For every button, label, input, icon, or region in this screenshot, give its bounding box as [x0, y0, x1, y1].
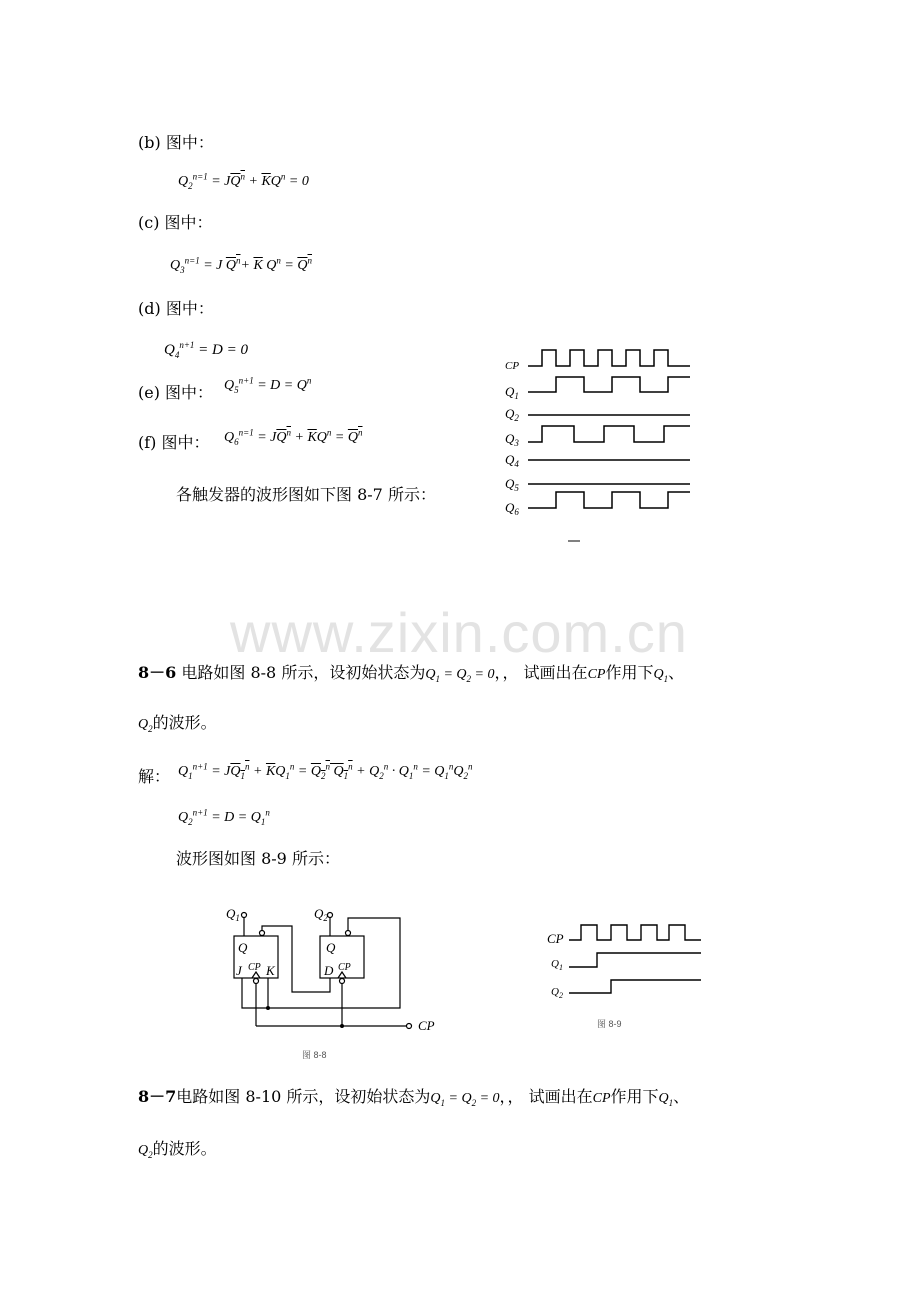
label89-cp: CP — [547, 931, 564, 946]
wave-cp — [528, 350, 690, 366]
ff1-k-label: K — [266, 963, 275, 978]
watermark: www.zixin.com.cn — [230, 601, 688, 664]
figure-8-9-waveforms — [545, 915, 705, 1030]
figure-8-9-caption: 图 8-9 — [597, 1019, 622, 1029]
item-f-equation: $Q_6^{n=1} = JQ^n + \overline{K}Q^n = Q^n$ — [224, 427, 363, 447]
figure-8-7-waveforms — [500, 340, 700, 550]
wave89-cp — [569, 925, 701, 940]
item-e-label: (e) 图中： — [138, 383, 214, 402]
label-q1: $Q_1$ — [505, 384, 519, 401]
label-cp: CP — [505, 360, 520, 372]
item-c-label: (c) 图中： — [138, 213, 213, 232]
item-c-equation: $Q_3^{n=1} = J$ $Q^n+ \overline{K}$ $Q^n = Q^n$ — [170, 255, 312, 275]
wave89-q2 — [569, 980, 701, 993]
figure-8-8-caption: 图 8-8 — [302, 1050, 327, 1060]
label-q1-top: $Q_1$ — [226, 906, 240, 923]
label-q2: $Q_2$ — [505, 406, 519, 423]
solution-eq-q1: $Q_1^{n+1} = JQ_1^n + \overline{K}Q_1^n = Q_2^n$ $Q_1^n + Q_2^n \cdot Q_1^n = Q_1^nQ_2^n$ — [178, 761, 473, 781]
label89-q2: $Q_2$ — [551, 986, 563, 1000]
label-q3: $Q_3$ — [505, 431, 519, 448]
ff1-j-label: J — [236, 963, 242, 978]
label-q5: $Q_5$ — [505, 476, 519, 493]
label89-q1: $Q_1$ — [551, 958, 563, 972]
waveform-line: 波形图如图 8-9 所示： — [176, 849, 340, 868]
solution-eq-q2: $Q_2^{n+1} = D = Q_1^n$ — [178, 807, 270, 827]
item-f-label: (f) 图中： — [138, 433, 210, 452]
item-d-equation: $Q_4^{n+1} = D = 0$ — [164, 340, 248, 360]
item-b-label: (b) 图中： — [138, 133, 214, 152]
ff2-q-label: Q — [326, 940, 336, 955]
wave89-q1 — [569, 953, 701, 967]
problem-number: 8－6 — [138, 663, 177, 682]
wave-q6 — [528, 492, 690, 508]
ff2-cp-label: CP — [338, 962, 351, 973]
wave-q1 — [528, 377, 690, 392]
waveform-caption: 各触发器的波形图如下图 8-7 所示： — [176, 485, 436, 504]
problem-8-7-statement: 8－7电路如图 8-10 所示，设初始状态为$Q_1 = Q_2 = 0$，， 试画出在CP作用下$Q_1$、 — [138, 1087, 690, 1108]
solution-label: 解： — [138, 767, 171, 786]
initial-condition: $Q_1 = Q_2 = 0$ — [425, 667, 495, 684]
ff1-q-label: Q — [238, 940, 248, 955]
item-e-equation: $Q_5^{n+1} = D = Q^n$ — [224, 375, 312, 395]
wave-q3 — [528, 426, 690, 442]
label-q6: $Q_6$ — [505, 500, 519, 517]
problem-8-6-statement: 8－6 电路如图 8-8 所示，设初始状态为$Q_1 = Q_2 = 0$，， 试画出在CP作用下$Q_1$、 — [138, 663, 685, 684]
label-q2-top: $Q_2$ — [314, 906, 328, 923]
item-b-equation: $Q_2^{n=1} = JQ^n + \overline{K}Q^n = 0$ — [178, 171, 309, 191]
figure-8-8-circuit — [220, 900, 460, 1070]
cp-input-label: CP — [418, 1018, 435, 1033]
problem-8-7-statement-cont: $Q_2$的波形。 — [138, 1139, 217, 1160]
ff2-d-label: D — [324, 963, 334, 978]
ff1-cp-label: CP — [248, 962, 261, 973]
problem-8-6-statement-cont: $Q_2$的波形。 — [138, 713, 217, 734]
label-q4: $Q_4$ — [505, 452, 519, 469]
item-d-label: (d) 图中： — [138, 299, 214, 318]
